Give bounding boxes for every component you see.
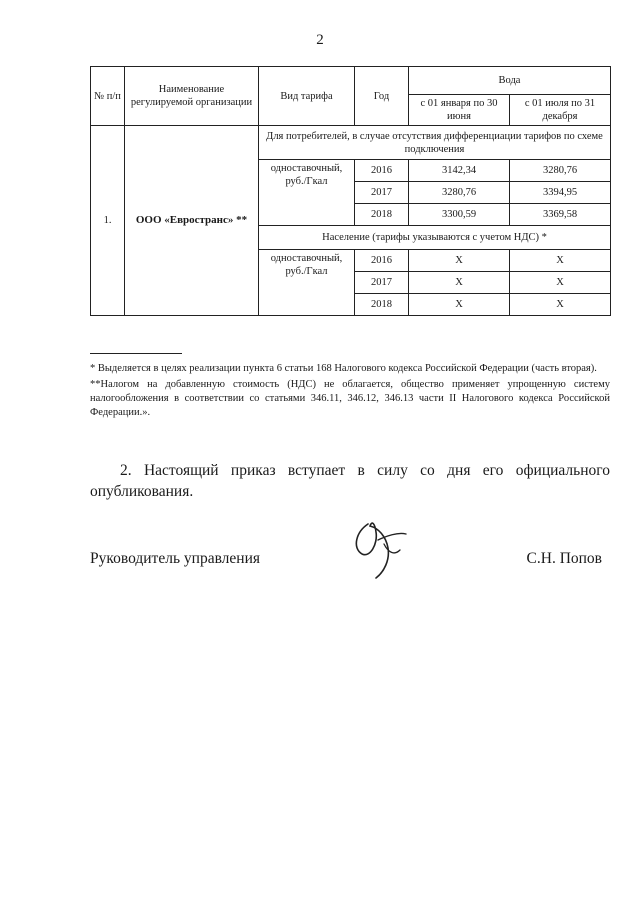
s1-value-p2: 3280,76 <box>510 160 611 182</box>
footnote-divider <box>90 353 182 354</box>
s2-value-p2: Х <box>510 250 611 272</box>
header-org-name: Наименование регулируемой организации <box>125 67 259 126</box>
section-1-tariff-type: одноставочный, руб./Гкал <box>259 160 355 226</box>
s1-year: 2018 <box>355 204 409 226</box>
s2-year: 2016 <box>355 250 409 272</box>
header-tariff-type: Вид тарифа <box>259 67 355 126</box>
tariff-table <box>90 66 611 316</box>
order-paragraph: 2. Настоящий приказ вступает в силу со дня его официального опубликования. <box>90 462 610 500</box>
row-number: 1. <box>91 126 125 316</box>
header-year: Год <box>355 67 409 126</box>
section-2-title: Население (тарифы указываются с учетом НДС) * <box>259 226 611 250</box>
s1-value-p2: 3394,95 <box>510 182 611 204</box>
s2-year: 2017 <box>355 272 409 294</box>
s2-year: 2018 <box>355 294 409 316</box>
section-2-tariff-type: одноставочный, руб./Гкал <box>259 250 355 316</box>
header-num: № п/п <box>91 67 125 126</box>
s1-value-p1: 3300,59 <box>409 204 510 226</box>
footnotes <box>90 362 610 422</box>
s1-value-p1: 3142,34 <box>409 160 510 182</box>
s2-value-p2: Х <box>510 294 611 316</box>
footnote-2: **Налогом на добавленную стоимость (НДС) не облагается, общество применяет упрощенную систему налогообложения в соответствии со статьями 346.11, 346.12, 346.13 части II Налогового кодекса Российской Федерации.». <box>90 379 610 418</box>
s2-value-p1: Х <box>409 294 510 316</box>
header-period-2: с 01 июля по 31 декабря <box>510 95 611 126</box>
s1-value-p1: 3280,76 <box>409 182 510 204</box>
header-period-1: с 01 января по 30 июня <box>409 95 510 126</box>
page-number: 2 <box>316 32 324 48</box>
s2-value-p1: Х <box>409 272 510 294</box>
s1-year: 2016 <box>355 160 409 182</box>
s2-value-p1: Х <box>409 250 510 272</box>
signatory-title: Руководитель управления <box>90 550 261 567</box>
section-1-title: Для потребителей, в случае отсутствия дифференциации тарифов по схеме подключения <box>259 126 611 160</box>
s1-year: 2017 <box>355 182 409 204</box>
s1-value-p2: 3369,58 <box>510 204 611 226</box>
signatory-name: С.Н. Попов <box>526 550 602 567</box>
s2-value-p2: Х <box>510 272 611 294</box>
footnote-1: * Выделяется в целях реализации пункта 6 статьи 168 Налогового кодекса Российской Федерации (часть вторая). <box>90 363 597 374</box>
header-water: Вода <box>409 67 611 95</box>
organization-name: ООО «Евространс» ** <box>125 126 259 316</box>
handwritten-signature-icon <box>348 514 410 580</box>
